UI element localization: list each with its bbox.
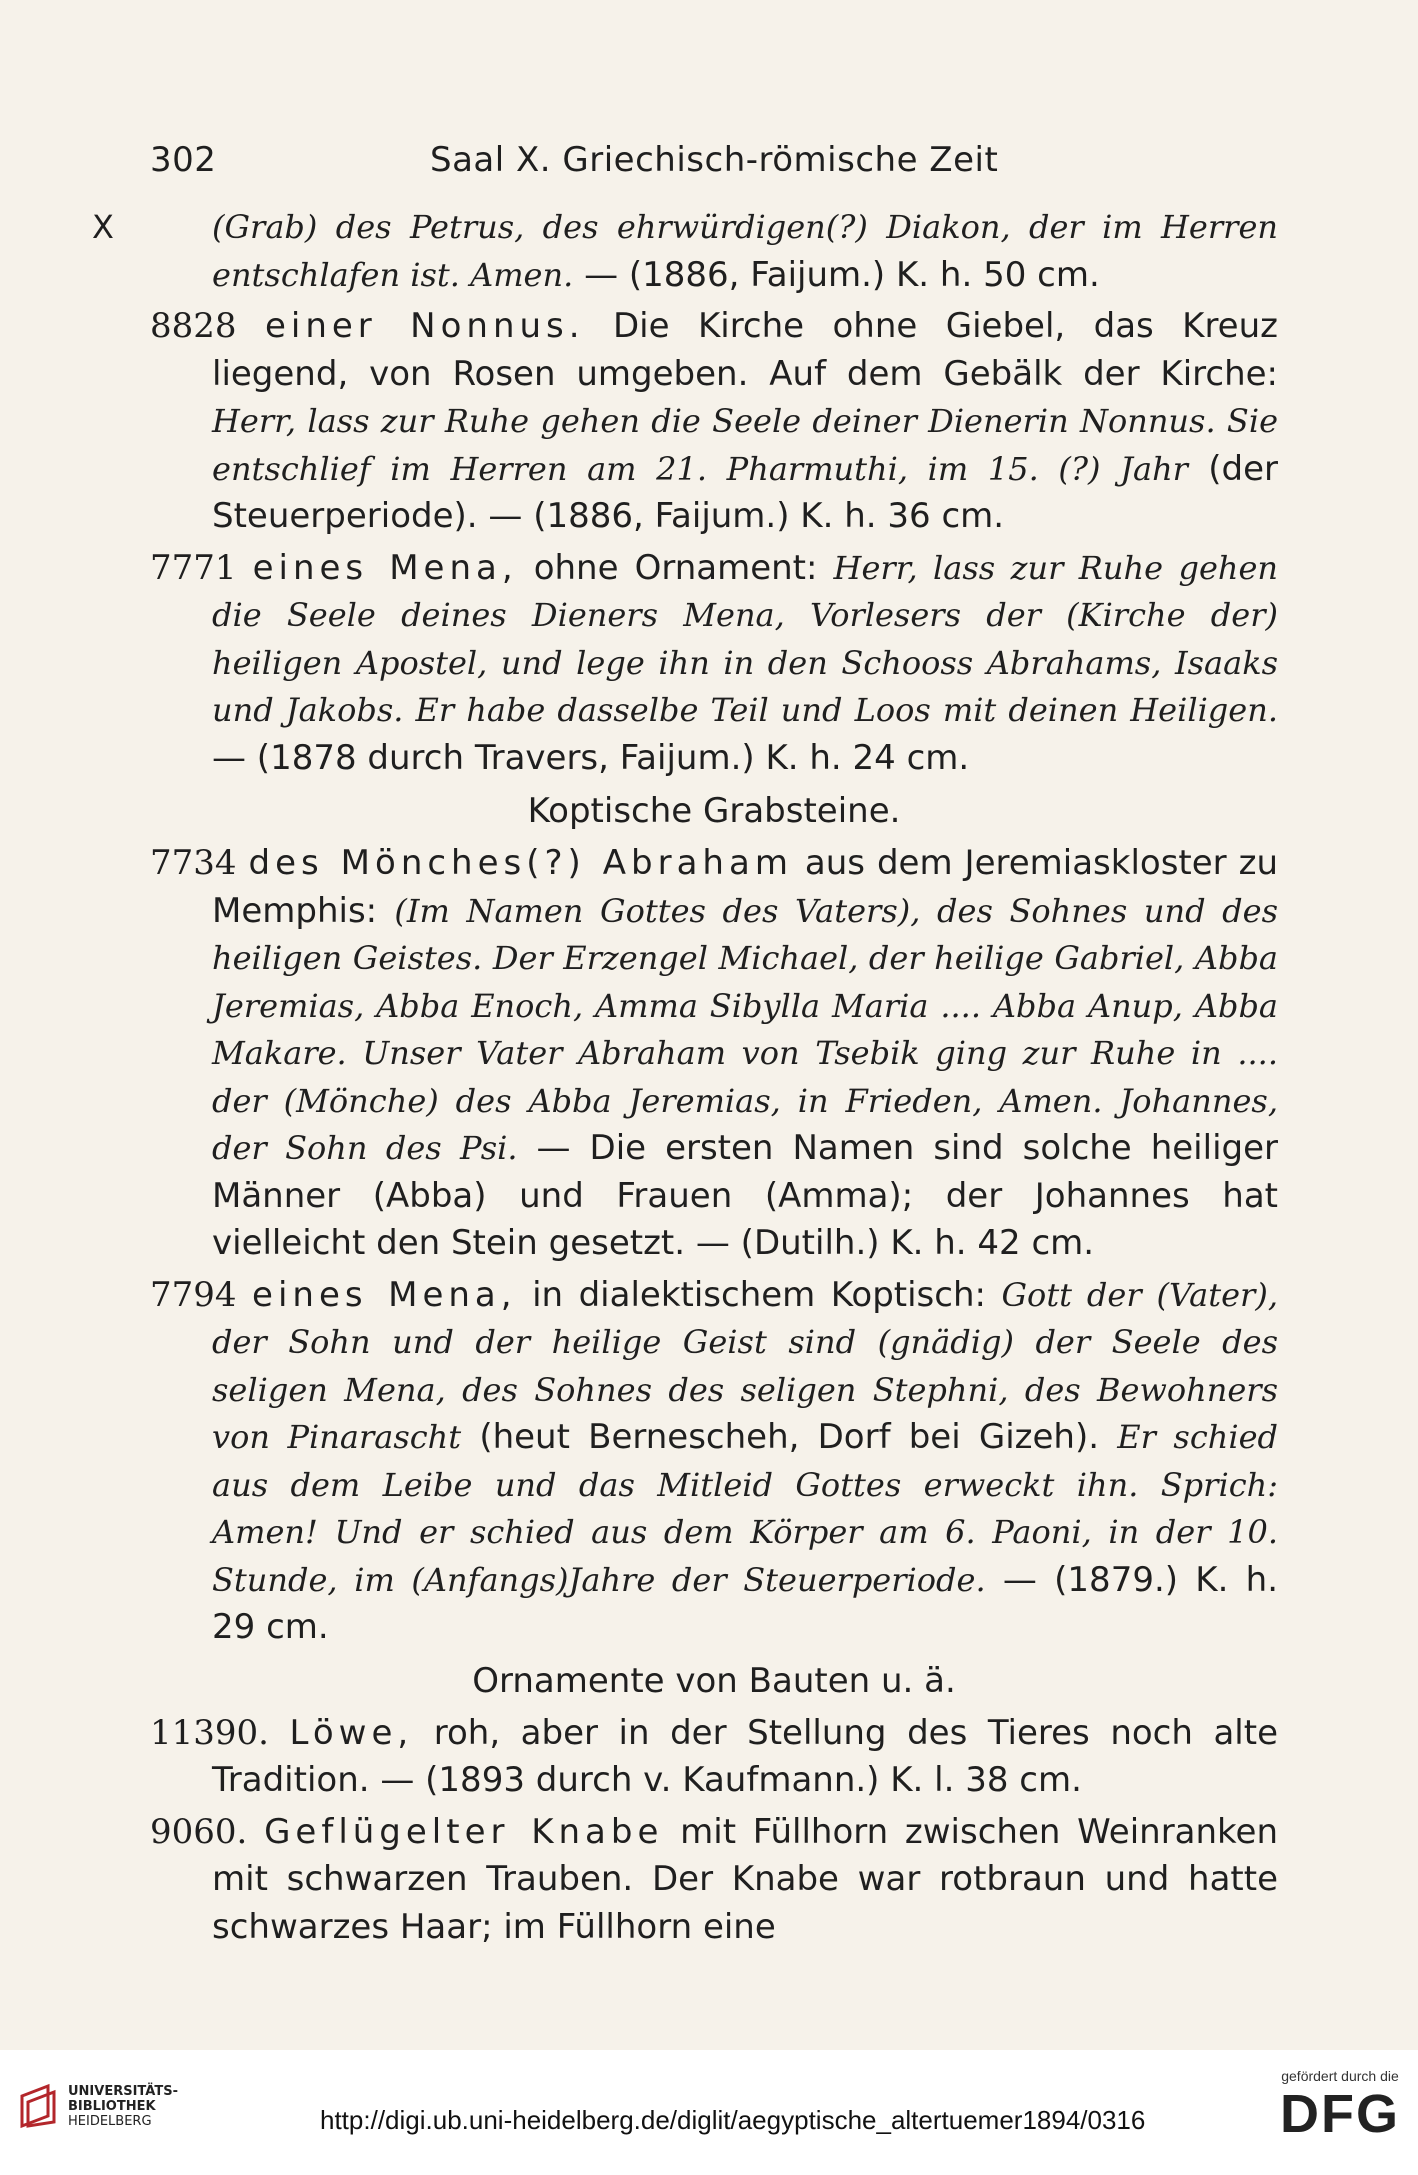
entry-text: Die Kirche ohne Giebel, das Kreuz liegend, von Rosen umgeben. Auf dem Gebälk der Kirche: [212,306,1278,394]
entry-name: des Mönches(?) Abraham [248,843,793,883]
catalog-number: 7794 [150,1274,237,1315]
entry-7794 [150,1272,1278,1652]
entry-italic: (Grab) des Petrus, des ehrwürdigen(?) Diakon, der im Herren entschlafen ist. Amen. [212,208,1278,294]
entry-text: — (1879.) K. h. 29 cm. [212,1559,1279,1647]
catalog-number: 7734 [150,843,237,883]
entry-text: ohne Ornament: [533,547,818,588]
funded-by-text: gefördert durch die [1281,2068,1399,2084]
page-number: 302 [150,140,217,180]
entry-text: — (1878 durch Travers, Faijum.) K. h. 24 cm. [212,737,970,778]
entry-name: eines Mena, [252,1274,517,1315]
entry-text: — (1886, Faijum.) K. h. 50 cm. [584,254,1100,295]
entry-petrus [92,204,1278,299]
library-line: BIBLIOTHEK [68,2098,156,2114]
entry-name: Löwe, [289,1712,414,1753]
footer-bar [0,2050,1418,2175]
entry-italic: Herr, lass zur Ruhe gehen die Seele deiner Dienerin Nonnus. Sie entschlief im Herren am 21. Pharmuthi, im 15. (?) Jahr [212,402,1278,488]
entry-italic: Gott der (Vater), der Sohn und der heilige Geist sind (gnädig) der Seele des seligen Mena, des Sohnes des seligen Stephni, des Bewohners von Pinarascht [212,1275,1278,1456]
entry-text: — Die ersten Namen sind solche heiliger Männer (Abba) und Frauen (Amma); der Johannes hat vielleicht den Stein gesetzt. — (Dutilh.) K. h. 42 cm. [212,1128,1279,1263]
library-line: UNIVERSITÄTS- [68,2083,178,2099]
section-heading-koptische: Koptische Grabsteine. [527,791,901,831]
dfg-logo[interactable] [1280,2068,1400,2144]
library-name [68,2084,178,2129]
entry-name: eines Mena, [252,547,518,588]
entry-9060 [150,1809,1278,1952]
entry-italic: Herr, lass zur Ruhe gehen die Seele deines Dieners Mena, Vorlesers der (Kirche der) heiligen Apostel, und lege ihn in den Schooss Abrahams, Isaaks und Jakobs. Er habe dasselbe Teil und Loos mit deinen Heiligen. [212,548,1279,729]
entry-7771 [150,545,1278,783]
entry-text: aus dem Jeremiaskloster zu Memphis: [212,843,1278,931]
entry-text: roh, aber in der Stellung des Tieres noch alte Tradition. — (1893 durch v. Kaufmann.) K. l. 38 cm. [212,1712,1278,1800]
entry-8828 [150,303,1278,541]
entry-text: (heut Bernescheh, Dorf bei Gizeh). [479,1417,1100,1457]
entry-text: (der Steuerperiode). — (1886, Faijum.) K. h. 36 cm. [212,448,1279,536]
dfg-wordmark: DFG [1280,2084,1400,2144]
entry-italic: (Im Namen Gottes des Vaters), des Sohnes und des heiligen Geistes. Der Erzengel Michael, der heilige Gabriel, Abba Jeremias, Abba Enoch, Amma Sibylla Maria .... Abba Anup, Abba Makare. Unser Vater Abraham von Tsebik ging zur Ruhe in .... der (Mönche) des Abba Jeremias, in Frieden, Amen. Johannes, der Sohn des Psi. [212,891,1279,1167]
catalog-number: 11390. [150,1712,269,1753]
library-line: HEIDELBERG [68,2113,152,2129]
entry-italic: Er schied aus dem Leibe und das Mitleid Gottes erweckt ihn. Sprich: Amen! Und er schied aus dem Körper am 6. Paoni, in der 10. Stunde, im (Anfangs)Jahre der Steuerperiode. [212,1418,1279,1599]
permalink-url[interactable]: http://digi.ub.uni-heidelberg.de/diglit/aegyptische_altertuemer1894/0316 [320,2105,1146,2135]
section-heading-ornamente: Ornamente von Bauten u. ä. [472,1660,956,1701]
entry-name: einer Nonnus. [264,306,585,346]
page-content [92,140,1279,1955]
entry-11390 [150,1710,1278,1805]
catalog-number: 8828 [150,306,237,346]
library-logo[interactable] [18,2082,178,2130]
library-logo-icon [18,2082,58,2130]
entry-7734 [150,840,1278,1268]
entry-name: Geflügelter Knabe [264,1811,664,1852]
catalog-number: 7771 [150,547,237,588]
margin-mark: X [92,208,114,246]
running-header [150,140,1278,180]
entry-text: in dialektischem Koptisch: [532,1274,986,1315]
entry-text: mit Füllhorn zwischen Weinranken mit schwarzen Trauben. Der Knabe war rotbraun und hatte schwarzes Haar; im Füllhorn eine [212,1811,1278,1947]
running-title: Saal X. Griechisch-römische Zeit [430,140,999,180]
catalog-number: 9060. [150,1811,248,1852]
